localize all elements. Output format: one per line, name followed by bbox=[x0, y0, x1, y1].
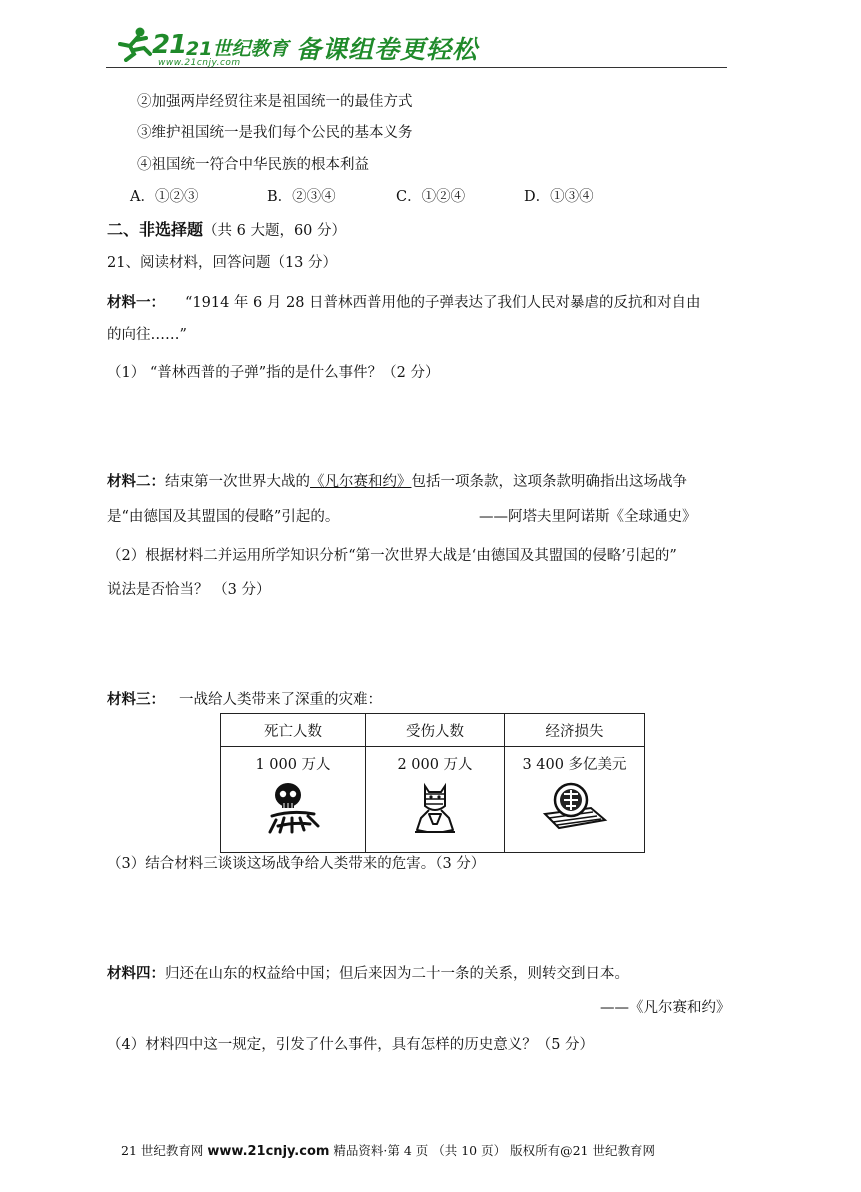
answer-d: D．①③④ bbox=[524, 189, 594, 205]
table-header-injured: 受伤人数 bbox=[366, 714, 505, 747]
question-3: （3）结合材料三谈谈这场战争给人类带来的危害。（3 分） bbox=[107, 856, 486, 872]
runner-logo-icon bbox=[110, 26, 156, 62]
logo-21: 21 bbox=[152, 30, 187, 60]
table-cell-deaths bbox=[221, 747, 366, 853]
answer-a: A．①②③ bbox=[130, 189, 199, 205]
table-cell-economic-loss bbox=[505, 747, 645, 853]
material-4-line: 材料四：归还在山东的权益给中国；但后来因为二十一条的关系，则转交到日本。 bbox=[107, 966, 629, 982]
economic-loss-value: 3 400 多亿美元 bbox=[522, 757, 627, 773]
option-line-4: ④祖国统一符合中华民族的根本利益 bbox=[137, 157, 369, 173]
page-footer bbox=[121, 1141, 655, 1159]
footer-site: 21 世纪教育网 bbox=[121, 1143, 204, 1158]
question-2-line-1: （2）根据材料二并运用所学知识分析“第一次世界大战是‘由德国及其盟国的侵略’引起的” bbox=[107, 548, 677, 564]
option-line-2: ②加强两岸经贸往来是祖国统一的最佳方式 bbox=[137, 94, 413, 110]
bandaged-person-icon bbox=[407, 780, 463, 836]
skeleton-icon bbox=[264, 780, 322, 836]
material-3-line: 材料三： 一战给人类带来了深重的灾难： bbox=[107, 692, 382, 708]
material-1-line-1: 材料一： “1914 年 6 月 28 日普林西普用他的子弹表达了我们人民对暴虐的反抗和对自由 bbox=[107, 295, 701, 311]
material-1-line-2: 的向往……” bbox=[107, 327, 187, 343]
header-slogan: 备课组卷更轻松 bbox=[296, 35, 479, 64]
material-2-line-1: 材料二：结束第一次世界大战的《凡尔赛和约》包括一项条款，这项条款明确指出这场战争 bbox=[107, 474, 687, 490]
footer-url: www.21cnjy.com bbox=[207, 1144, 330, 1159]
coin-money-icon bbox=[541, 780, 609, 832]
header-divider bbox=[106, 67, 727, 68]
table-cell-injured bbox=[366, 747, 505, 853]
material-2-source: ——阿塔夫里阿诺斯《全球通史》 bbox=[479, 509, 697, 525]
logo-url: www.21cnjy.com bbox=[158, 58, 241, 68]
material-4-source: ——《凡尔赛和约》 bbox=[600, 1000, 731, 1016]
answer-b: B．②③④ bbox=[267, 189, 336, 205]
footer-info: 精品资料·第 4 页 （共 10 页） 版权所有@21 世纪教育网 bbox=[333, 1143, 655, 1158]
option-line-3: ③维护祖国统一是我们每个公民的基本义务 bbox=[137, 125, 413, 141]
material-2-line-2: 是“由德国及其盟国的侵略”引起的。 bbox=[107, 509, 340, 525]
table-header-deaths: 死亡人数 bbox=[221, 714, 366, 747]
answer-c: C．①②④ bbox=[396, 189, 466, 205]
table-header-economic-loss: 经济损失 bbox=[505, 714, 645, 747]
war-loss-table bbox=[220, 713, 645, 853]
question-4: （4）材料四中这一规定，引发了什么事件，具有怎样的历史意义？（5 分） bbox=[107, 1037, 595, 1053]
question-1: （1） “普林西普的子弹”指的是什么事件？（2 分） bbox=[107, 365, 440, 381]
section-title: 二、非选择题（共 6 大题，60 分） bbox=[107, 220, 347, 239]
deaths-value: 1 000 万人 bbox=[255, 757, 331, 773]
logo-text: 21世纪教育 bbox=[186, 38, 289, 60]
question-21-stem: 21、阅读材料，回答问题（13 分） bbox=[107, 255, 338, 271]
question-2-line-2: 说法是否恰当？ （3 分） bbox=[107, 582, 271, 598]
injured-value: 2 000 万人 bbox=[397, 757, 473, 773]
